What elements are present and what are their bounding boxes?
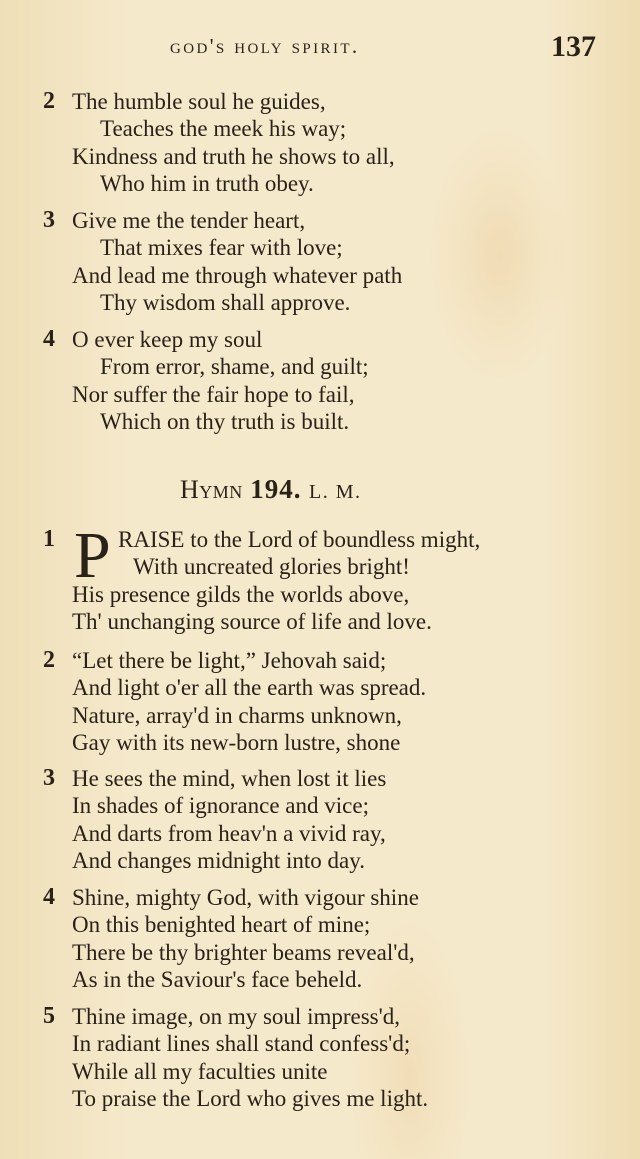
verse-line: To praise the Lord who gives me light.	[72, 1085, 429, 1111]
verse-line: And light o'er all the earth was spread.	[72, 675, 427, 701]
verse-line: He sees the mind, when lost it lies	[72, 766, 387, 791]
verse-line: Nor suffer the fair hope to fail,	[72, 381, 355, 407]
verse-line: O ever keep my soul	[72, 327, 263, 352]
stanza-number: 3	[43, 765, 55, 791]
verse-line: From error, shame, and guilt;	[100, 354, 369, 380]
hymn-number: 194.	[250, 474, 302, 504]
running-head: god's holy spirit.	[170, 34, 360, 58]
verse-line: “Let there be light,” Jehovah said;	[72, 648, 387, 673]
prev-stanza-2	[0, 88, 640, 197]
prev-stanza-4	[0, 326, 640, 435]
stanza-number: 1	[43, 526, 55, 552]
verse-line: And lead me through whatever path	[72, 262, 403, 288]
verse-line: Give me the tender heart,	[72, 208, 306, 233]
verse-line: Teaches the meek his way;	[100, 116, 347, 142]
verse-line: Kindness and truth he shows to all,	[72, 143, 395, 169]
hymn-stanza-5	[0, 1003, 640, 1112]
hymn-stanza-1	[0, 519, 640, 635]
hymn-title	[180, 474, 362, 505]
stanza-number: 2	[43, 88, 55, 114]
verse-line: And darts from heav'n a vivid ray,	[72, 820, 386, 846]
hymn-title-word: Hymn	[180, 475, 243, 504]
verse-line: As in the Saviour's face beheld.	[72, 966, 363, 992]
verse-line: Gay with its new-born lustre, shone	[72, 729, 401, 755]
verse-line: Which on thy truth is built.	[100, 408, 350, 434]
verse-line: That mixes fear with love;	[100, 235, 343, 261]
prev-stanza-3	[0, 207, 640, 316]
verse-line: In shades of ignorance and vice;	[72, 793, 369, 819]
verse-line: RAISE to the Lord of boundless might,	[118, 527, 481, 552]
verse-line: Thine image, on my soul impress'd,	[72, 1004, 401, 1029]
hymn-stanza-2	[0, 647, 640, 756]
verse-line: Nature, array'd in charms unknown,	[72, 702, 402, 728]
verse-line: Thy wisdom shall approve.	[100, 289, 351, 315]
stanza-number: 4	[43, 326, 55, 352]
verse-line: His presence gilds the worlds above,	[72, 581, 410, 607]
drop-cap: P	[74, 519, 111, 592]
verse-line: Shine, mighty God, with vigour shine	[72, 885, 419, 910]
hymn-meter: L. M.	[309, 481, 362, 503]
verse-line: There be thy brighter beams reveal'd,	[72, 939, 415, 965]
stanza-number: 2	[43, 647, 55, 673]
verse-line: Th' unchanging source of life and love.	[72, 608, 432, 634]
verse-line: In radiant lines shall stand confess'd;	[72, 1031, 411, 1057]
stanza-number: 5	[43, 1003, 55, 1029]
stanza-number: 4	[43, 884, 55, 910]
page-number: 137	[551, 30, 596, 63]
verse-line: With uncreated glories bright!	[133, 554, 410, 580]
verse-line: While all my faculties unite	[72, 1058, 328, 1084]
hymn-stanza-3	[0, 765, 640, 874]
hymn-stanza-4	[0, 884, 640, 993]
verse-line: On this benighted heart of mine;	[72, 912, 371, 938]
verse-line: And changes midnight into day.	[72, 847, 365, 873]
verse-line: The humble soul he guides,	[72, 89, 326, 114]
verse-line: Who him in truth obey.	[100, 170, 314, 196]
stanza-number: 3	[43, 207, 55, 233]
